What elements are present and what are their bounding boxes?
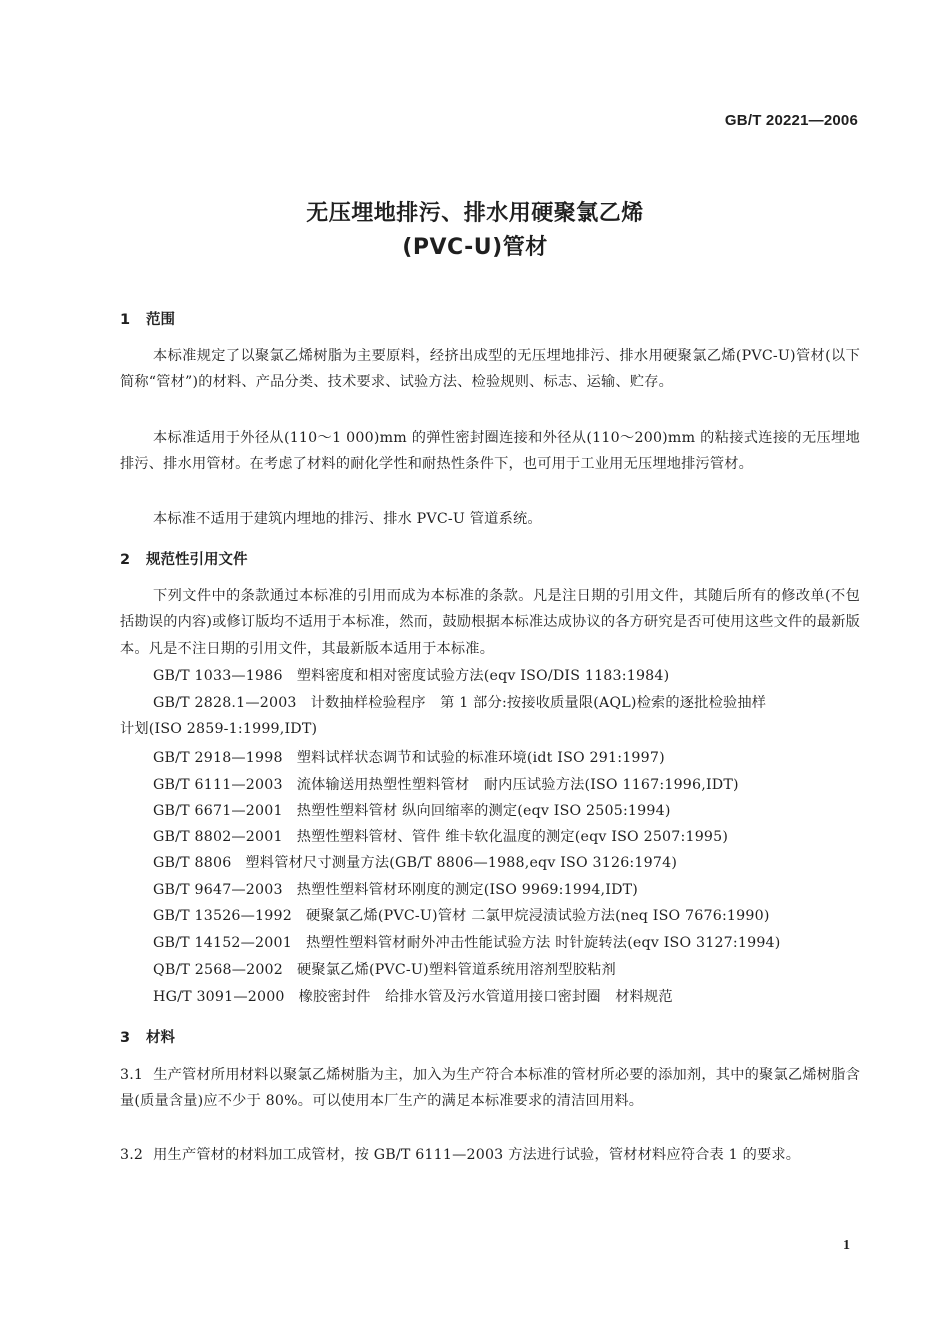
clause <box>120 1142 860 1168</box>
reference-title: 热塑性塑料管材 纵向回缩率的测定(eqv ISO 2505:1994) <box>296 803 671 819</box>
reference-title-continued: 计划(ISO 2859-1:1999,IDT) <box>120 721 318 738</box>
clause-text: 用生产管材的材料加工成管材，按 GB/T 6111—2003 方法进行试验，管材材料应符合表 1 的要求。 <box>153 1147 801 1163</box>
reference-title: 热塑性塑料管材环刚度的测定(ISO 9969:1994,IDT) <box>296 882 639 898</box>
paragraph: 本标准不适用于建筑内埋地的排污、排水 PVC-U 管道系统。 <box>153 511 542 527</box>
reference-item <box>120 957 860 983</box>
reference-title: 流体输送用热塑性塑料管材 耐内压试验方法(ISO 1167:1996,IDT) <box>296 777 739 793</box>
reference-code: GB/T 2828.1—2003 <box>153 695 297 711</box>
reference-title: 热塑性塑料管材耐外冲击性能试验方法 时针旋转法(eqv ISO 3127:1994) <box>305 935 781 951</box>
document-title-line2: (PVC-U)管材 <box>402 235 548 260</box>
reference-title: 橡胶密封件 给排水管及污水管道用接口密封圈 材料规范 <box>298 989 673 1005</box>
reference-title: 硬聚氯乙烯(PVC-U)管材 二氯甲烷浸渍试验方法(neq ISO 7676:1990) <box>305 908 770 924</box>
reference-code: GB/T 2918—1998 <box>153 750 283 766</box>
reference-title: 硬聚氯乙烯(PVC-U)塑料管道系统用溶剂型胶粘剂 <box>297 962 616 978</box>
clause-number: 3.2 <box>120 1147 144 1163</box>
reference-item <box>120 663 860 689</box>
reference-code: GB/T 8802—2001 <box>153 829 283 845</box>
section-1-heading <box>120 308 860 329</box>
reference-item <box>120 984 860 1010</box>
paragraph: 本标准适用于外径从(110～1 000)mm 的弹性密封圈连接和外径从(110～200)mm 的粘接式连接的无压埋地排污、排水用管材。在考虑了材料的耐化学性和耐热性条件下，也可用于工业用无压埋地排污管材。 <box>120 430 860 473</box>
reference-item <box>120 690 860 743</box>
reference-code: GB/T 8806 <box>153 855 232 871</box>
reference-code: HG/T 3091—2000 <box>153 989 285 1005</box>
reference-item <box>120 772 860 798</box>
reference-item <box>120 798 860 824</box>
reference-item <box>120 745 860 771</box>
reference-code: GB/T 6111—2003 <box>153 777 283 793</box>
reference-code: GB/T 1033—1986 <box>153 668 283 684</box>
document-title-line1: 无压埋地排污、排水用硬聚氯乙烯 <box>306 201 644 226</box>
reference-item <box>120 824 860 850</box>
clause <box>120 1062 860 1115</box>
paragraph: 下列文件中的条款通过本标准的引用而成为本标准的条款。凡是注日期的引用文件，其随后所有的修改单(不包括勘误的内容)或修订版均不适用于本标准，然而，鼓励根据本标准达成协议的各方研究是否可使用这些文件的最新版本。凡是不注日期的引用文件，其最新版本适用于本标准。 <box>120 588 860 657</box>
reference-title: 塑料密度和相对密度试验方法(eqv ISO/DIS 1183:1984) <box>296 668 670 684</box>
reference-item <box>120 850 860 876</box>
reference-code: GB/T 6671—2001 <box>153 803 283 819</box>
reference-title: 塑料管材尺寸测量方法(GB/T 8806—1988,eqv ISO 3126:1974) <box>245 855 678 871</box>
section-title: 规范性引用文件 <box>146 552 248 568</box>
clause-number: 3.1 <box>120 1067 144 1083</box>
section-title: 材料 <box>146 1030 175 1046</box>
reference-code: GB/T 14152—2001 <box>153 935 292 951</box>
section-number: 2 <box>120 552 131 568</box>
reference-item <box>120 930 860 956</box>
reference-title: 热塑性塑料管材、管件 维卡软化温度的测定(eqv ISO 2507:1995) <box>296 829 729 845</box>
reference-code: GB/T 9647—2003 <box>153 882 283 898</box>
clause-text: 生产管材所用材料以聚氯乙烯树脂为主，加入为生产符合本标准的管材所必要的添加剂，其中的聚氯乙烯树脂含量(质量含量)应不少于 80%。可以使用本厂生产的满足本标准要求的清洁回用料。 <box>120 1067 860 1110</box>
page-number: 1 <box>843 1238 850 1253</box>
reference-first-line <box>120 690 860 716</box>
reference-code: GB/T 13526—1992 <box>153 908 292 924</box>
reference-title: 塑料试样状态调节和试验的标准环境(idt ISO 291:1997) <box>296 750 665 766</box>
reference-item <box>120 877 860 903</box>
standard-code: GB/T 20221—2006 <box>724 112 858 129</box>
reference-item <box>120 903 860 929</box>
section-2-heading <box>120 548 860 569</box>
reference-code: QB/T 2568—2002 <box>153 962 284 978</box>
paragraph: 本标准规定了以聚氯乙烯树脂为主要原料，经挤出成型的无压埋地排污、排水用硬聚氯乙烯(PVC-U)管材(以下简称“管材”)的材料、产品分类、技术要求、试验方法、检验规则、标志、运输、贮存。 <box>120 348 860 391</box>
section-title: 范围 <box>146 312 175 328</box>
section-number: 3 <box>120 1030 131 1046</box>
reference-title: 计数抽样检验程序 第 1 部分:按接收质量限(AQL)检索的逐批检验抽样 <box>310 695 767 711</box>
section-3-heading <box>120 1026 860 1047</box>
section-number: 1 <box>120 312 131 328</box>
